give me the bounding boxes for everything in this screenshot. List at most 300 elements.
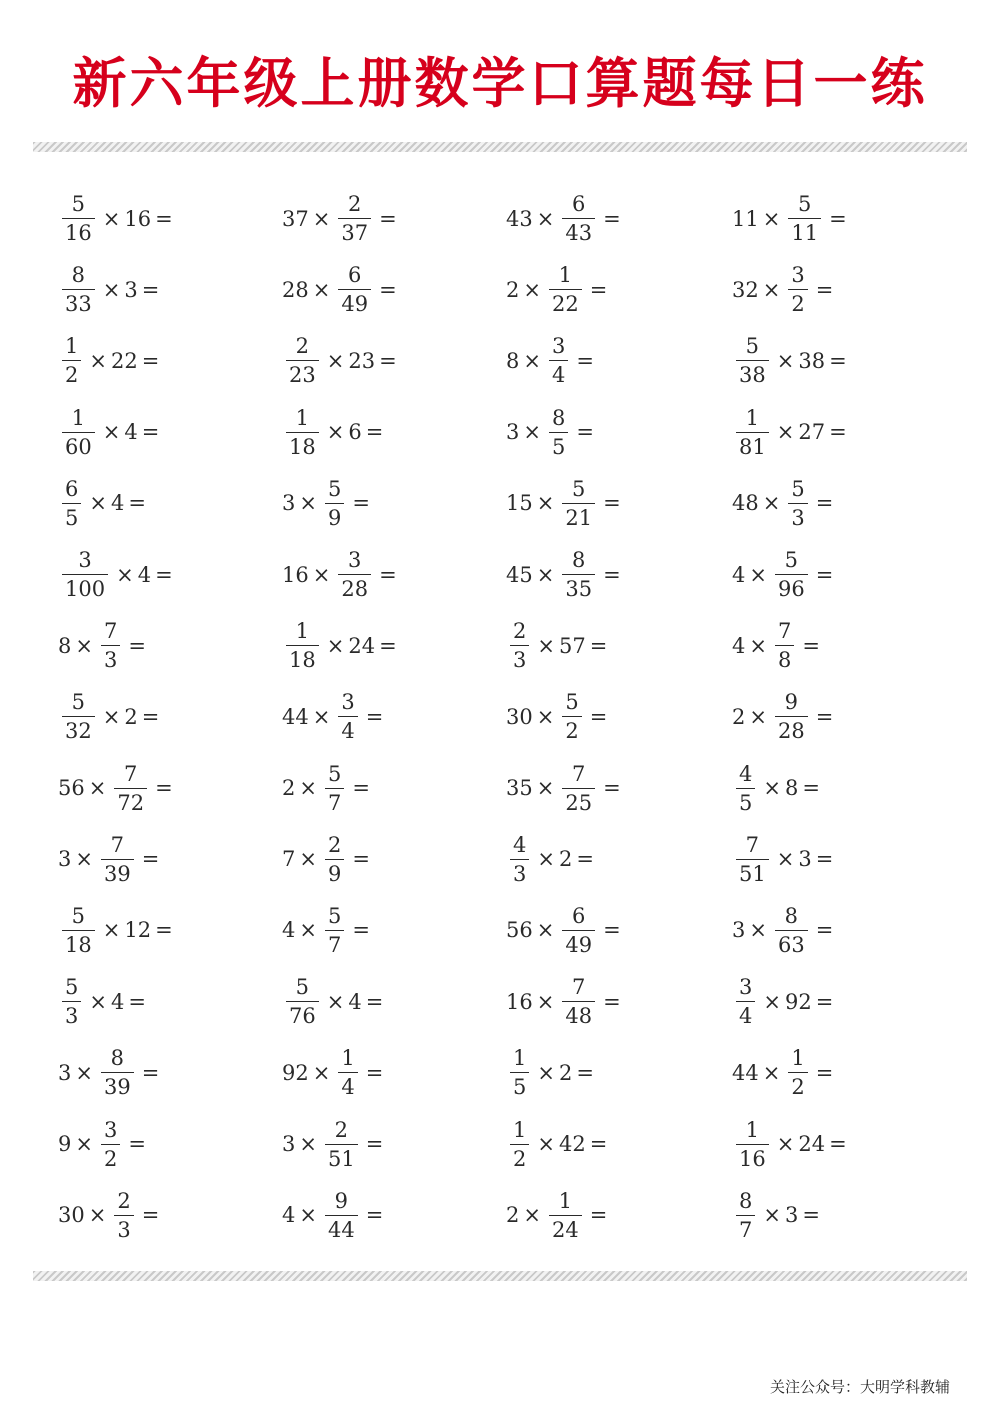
fraction bbox=[788, 477, 807, 530]
whole-number: 2 bbox=[558, 847, 573, 872]
problem-item bbox=[58, 895, 282, 966]
equals-sign: = bbox=[829, 1132, 847, 1157]
numerator: 5 bbox=[71, 690, 86, 715]
whole-number: 4 bbox=[282, 918, 296, 943]
equals-sign: = bbox=[141, 704, 160, 729]
times-sign: × bbox=[312, 704, 331, 729]
numerator: 1 bbox=[295, 619, 310, 644]
equals-sign: = bbox=[815, 989, 834, 1014]
equals-sign: = bbox=[365, 420, 384, 445]
numerator: 5 bbox=[295, 975, 310, 1000]
equals-sign: = bbox=[352, 776, 370, 801]
denominator: 22 bbox=[549, 289, 582, 316]
equals-sign: = bbox=[379, 277, 397, 302]
denominator: 18 bbox=[286, 645, 319, 672]
page-title: 新六年级上册数学口算题每日一练 bbox=[72, 51, 928, 115]
times-sign: × bbox=[299, 847, 317, 872]
denominator: 7 bbox=[736, 1215, 755, 1242]
numerator: 8 bbox=[110, 1046, 125, 1071]
numerator: 2 bbox=[295, 334, 310, 359]
numerator: 8 bbox=[71, 263, 86, 288]
times-sign: × bbox=[762, 491, 781, 516]
fraction bbox=[562, 548, 595, 601]
times-sign: × bbox=[523, 420, 541, 445]
fraction bbox=[62, 192, 95, 245]
denominator: 5 bbox=[62, 503, 81, 530]
numerator: 1 bbox=[558, 263, 573, 288]
equals-sign: = bbox=[829, 348, 847, 373]
times-sign: × bbox=[75, 1060, 93, 1085]
problem-item bbox=[732, 254, 958, 325]
numerator: 4 bbox=[513, 832, 527, 857]
whole-number: 3 bbox=[732, 918, 746, 943]
denominator: 24 bbox=[549, 1215, 582, 1242]
fraction bbox=[325, 1189, 358, 1242]
problem-item bbox=[58, 539, 282, 610]
equals-sign: = bbox=[365, 1060, 384, 1085]
denominator: 38 bbox=[736, 360, 769, 387]
equals-sign: = bbox=[141, 847, 160, 872]
times-sign: × bbox=[312, 277, 331, 302]
problem-item bbox=[506, 1180, 732, 1251]
fraction bbox=[510, 833, 529, 886]
numerator: 7 bbox=[110, 832, 125, 857]
problem-item bbox=[732, 183, 958, 254]
problem-item bbox=[506, 895, 732, 966]
equals-sign: = bbox=[576, 847, 594, 872]
numerator: 3 bbox=[739, 975, 753, 1000]
times-sign: × bbox=[776, 420, 795, 445]
equals-sign: = bbox=[141, 277, 160, 302]
denominator: 32 bbox=[62, 716, 95, 743]
fraction bbox=[788, 263, 807, 316]
problem-item bbox=[506, 753, 732, 824]
equals-sign: = bbox=[155, 918, 173, 943]
times-sign: × bbox=[326, 633, 345, 658]
whole-number: 3 bbox=[282, 1132, 296, 1157]
problem-item bbox=[282, 966, 506, 1037]
denominator: 16 bbox=[736, 1144, 769, 1171]
times-sign: × bbox=[299, 1132, 317, 1157]
whole-number: 11 bbox=[732, 206, 759, 231]
problem-item bbox=[282, 183, 506, 254]
fraction bbox=[549, 334, 568, 387]
numerator: 8 bbox=[551, 405, 566, 430]
times-sign: × bbox=[749, 918, 767, 943]
times-sign: × bbox=[312, 562, 331, 587]
fraction bbox=[736, 1118, 769, 1171]
whole-number: 3 bbox=[798, 847, 812, 872]
whole-number: 15 bbox=[506, 491, 533, 516]
whole-number: 3 bbox=[124, 277, 138, 302]
problem-item bbox=[506, 325, 732, 396]
problem-item bbox=[282, 1037, 506, 1108]
fraction bbox=[62, 975, 81, 1028]
times-sign: × bbox=[102, 918, 121, 943]
problem-item bbox=[58, 397, 282, 468]
fraction bbox=[286, 406, 319, 459]
numerator: 3 bbox=[551, 334, 566, 359]
whole-number: 48 bbox=[732, 491, 759, 516]
equals-sign: = bbox=[128, 989, 146, 1014]
times-sign: × bbox=[102, 420, 121, 445]
equals-sign: = bbox=[815, 704, 834, 729]
numerator: 2 bbox=[117, 1188, 131, 1213]
fraction bbox=[562, 477, 595, 530]
equals-sign: = bbox=[603, 562, 621, 587]
numerator: 5 bbox=[65, 975, 79, 1000]
fraction bbox=[325, 762, 344, 815]
equals-sign: = bbox=[379, 562, 397, 587]
denominator: 48 bbox=[562, 1001, 595, 1028]
times-sign: × bbox=[523, 277, 541, 302]
denominator: 33 bbox=[62, 289, 95, 316]
fraction bbox=[549, 1189, 582, 1242]
fraction bbox=[62, 904, 95, 957]
fraction bbox=[62, 406, 95, 459]
denominator: 100 bbox=[62, 574, 108, 601]
equals-sign: = bbox=[128, 1132, 146, 1157]
fraction bbox=[775, 690, 808, 743]
whole-number: 92 bbox=[282, 1060, 309, 1085]
whole-number: 16 bbox=[282, 562, 309, 587]
fraction bbox=[325, 1118, 358, 1171]
whole-number: 3 bbox=[58, 1060, 72, 1085]
denominator: 81 bbox=[736, 432, 769, 459]
fraction bbox=[338, 690, 357, 743]
fraction bbox=[736, 833, 769, 886]
fraction bbox=[510, 1046, 529, 1099]
fraction bbox=[114, 762, 147, 815]
denominator: 76 bbox=[286, 1001, 319, 1028]
equals-sign: = bbox=[815, 847, 834, 872]
equals-sign: = bbox=[802, 1203, 820, 1228]
fraction bbox=[562, 975, 595, 1028]
whole-number: 38 bbox=[798, 348, 826, 373]
equals-sign: = bbox=[603, 491, 621, 516]
numerator: 3 bbox=[103, 1117, 118, 1142]
denominator: 18 bbox=[62, 930, 95, 957]
problem-item bbox=[732, 895, 958, 966]
times-sign: × bbox=[523, 348, 541, 373]
equals-sign: = bbox=[802, 776, 820, 801]
problem-item bbox=[506, 539, 732, 610]
numerator: 2 bbox=[348, 192, 362, 217]
fraction bbox=[562, 690, 581, 743]
fraction bbox=[510, 1118, 529, 1171]
whole-number: 2 bbox=[558, 1060, 573, 1085]
problem-item bbox=[282, 610, 506, 681]
numerator: 8 bbox=[739, 1188, 753, 1213]
problem-item bbox=[732, 753, 958, 824]
fraction bbox=[325, 904, 344, 957]
equals-sign: = bbox=[352, 491, 370, 516]
denominator: 5 bbox=[549, 432, 568, 459]
problem-item bbox=[282, 681, 506, 752]
problem-item bbox=[506, 681, 732, 752]
whole-number: 4 bbox=[137, 562, 152, 587]
numerator: 3 bbox=[348, 548, 362, 573]
denominator: 96 bbox=[775, 574, 808, 601]
whole-number: 2 bbox=[506, 1203, 520, 1228]
whole-number: 42 bbox=[558, 1132, 586, 1157]
fraction bbox=[101, 833, 134, 886]
fraction bbox=[736, 406, 769, 459]
problem-item bbox=[282, 895, 506, 966]
equals-sign: = bbox=[815, 918, 834, 943]
problem-item bbox=[506, 1108, 732, 1179]
denominator: 39 bbox=[101, 859, 134, 886]
problem-item bbox=[58, 468, 282, 539]
numerator: 1 bbox=[513, 1046, 527, 1071]
numerator: 9 bbox=[334, 1188, 349, 1213]
denominator: 39 bbox=[101, 1072, 134, 1099]
equals-sign: = bbox=[365, 989, 384, 1014]
fraction bbox=[62, 334, 81, 387]
times-sign: × bbox=[536, 562, 555, 587]
denominator: 7 bbox=[325, 788, 344, 815]
times-sign: × bbox=[75, 847, 93, 872]
times-sign: × bbox=[299, 776, 317, 801]
whole-number: 24 bbox=[348, 633, 376, 658]
fraction bbox=[562, 192, 595, 245]
times-sign: × bbox=[312, 206, 331, 231]
numerator: 2 bbox=[327, 832, 342, 857]
times-sign: × bbox=[89, 491, 107, 516]
equals-sign: = bbox=[155, 562, 173, 587]
equals-sign: = bbox=[352, 918, 370, 943]
equals-sign: = bbox=[576, 348, 594, 373]
numerator: 7 bbox=[124, 761, 138, 786]
times-sign: × bbox=[763, 1203, 781, 1228]
denominator: 2 bbox=[562, 716, 581, 743]
whole-number: 3 bbox=[784, 1203, 799, 1228]
problem-item bbox=[282, 539, 506, 610]
fraction bbox=[325, 833, 344, 886]
numerator: 7 bbox=[745, 832, 760, 857]
denominator: 5 bbox=[736, 788, 755, 815]
equals-sign: = bbox=[128, 491, 146, 516]
numerator: 6 bbox=[572, 903, 586, 928]
problem-item bbox=[282, 397, 506, 468]
problem-item bbox=[732, 539, 958, 610]
denominator: 9 bbox=[325, 503, 344, 530]
whole-number: 27 bbox=[798, 420, 826, 445]
equals-sign: = bbox=[155, 206, 173, 231]
whole-number: 3 bbox=[506, 420, 520, 445]
whole-number: 9 bbox=[58, 1132, 72, 1157]
whole-number: 16 bbox=[124, 206, 152, 231]
equals-sign: = bbox=[589, 704, 608, 729]
denominator: 3 bbox=[114, 1215, 133, 1242]
problem-item bbox=[732, 325, 958, 396]
denominator: 35 bbox=[562, 574, 595, 601]
fraction bbox=[775, 904, 808, 957]
numerator: 7 bbox=[572, 975, 586, 1000]
denominator: 3 bbox=[101, 645, 120, 672]
whole-number: 37 bbox=[282, 206, 309, 231]
problem-item bbox=[732, 1037, 958, 1108]
fraction bbox=[62, 548, 108, 601]
problem-item bbox=[732, 824, 958, 895]
whole-number: 56 bbox=[58, 776, 85, 801]
numerator: 5 bbox=[327, 903, 342, 928]
equals-sign: = bbox=[155, 776, 173, 801]
times-sign: × bbox=[299, 918, 317, 943]
whole-number: 35 bbox=[506, 776, 533, 801]
whole-number: 4 bbox=[732, 633, 746, 658]
denominator: 2 bbox=[788, 1072, 807, 1099]
whole-number: 4 bbox=[110, 989, 125, 1014]
numerator: 5 bbox=[784, 548, 799, 573]
whole-number: 44 bbox=[732, 1060, 759, 1085]
denominator: 2 bbox=[510, 1144, 529, 1171]
times-sign: × bbox=[537, 633, 555, 658]
numerator: 1 bbox=[341, 1046, 355, 1071]
fraction bbox=[101, 1118, 120, 1171]
times-sign: × bbox=[776, 348, 795, 373]
whole-number: 4 bbox=[124, 420, 138, 445]
whole-number: 4 bbox=[110, 491, 125, 516]
times-sign: × bbox=[749, 562, 767, 587]
whole-number: 8 bbox=[506, 348, 520, 373]
whole-number: 24 bbox=[798, 1132, 826, 1157]
denominator: 3 bbox=[510, 645, 529, 672]
fraction bbox=[338, 263, 371, 316]
problem-item bbox=[506, 966, 732, 1037]
equals-sign: = bbox=[128, 633, 146, 658]
problem-item bbox=[732, 681, 958, 752]
problem-item bbox=[58, 1037, 282, 1108]
whole-number: 3 bbox=[58, 847, 72, 872]
numerator: 1 bbox=[558, 1188, 573, 1213]
fraction bbox=[562, 762, 595, 815]
equals-sign: = bbox=[589, 1203, 608, 1228]
whole-number: 7 bbox=[282, 847, 296, 872]
problem-item bbox=[732, 397, 958, 468]
problem-item bbox=[732, 468, 958, 539]
times-sign: × bbox=[537, 1060, 555, 1085]
times-sign: × bbox=[89, 989, 107, 1014]
problem-item bbox=[58, 824, 282, 895]
problem-item bbox=[506, 824, 732, 895]
numerator: 1 bbox=[513, 1117, 527, 1142]
whole-number: 4 bbox=[348, 989, 362, 1014]
equals-sign: = bbox=[141, 348, 160, 373]
whole-number: 30 bbox=[58, 1203, 85, 1228]
numerator: 7 bbox=[103, 619, 118, 644]
equals-sign: = bbox=[379, 348, 397, 373]
problem-item bbox=[58, 1180, 282, 1251]
equals-sign: = bbox=[829, 206, 847, 231]
equals-sign: = bbox=[603, 206, 621, 231]
denominator: 16 bbox=[62, 218, 95, 245]
denominator: 25 bbox=[562, 788, 595, 815]
whole-number: 4 bbox=[732, 562, 746, 587]
times-sign: × bbox=[762, 1060, 781, 1085]
problem-item bbox=[282, 1180, 506, 1251]
numerator: 3 bbox=[78, 548, 92, 573]
problem-item bbox=[282, 824, 506, 895]
problem-item bbox=[58, 610, 282, 681]
fraction bbox=[549, 263, 582, 316]
problem-item bbox=[58, 966, 282, 1037]
whole-number: 8 bbox=[58, 633, 72, 658]
equals-sign: = bbox=[141, 1060, 160, 1085]
times-sign: × bbox=[75, 633, 93, 658]
whole-number: 32 bbox=[732, 277, 759, 302]
numerator: 7 bbox=[572, 761, 586, 786]
denominator: 7 bbox=[325, 930, 344, 957]
problem-item bbox=[506, 610, 732, 681]
times-sign: × bbox=[75, 1132, 93, 1157]
problem-item bbox=[506, 1037, 732, 1108]
fraction bbox=[338, 192, 371, 245]
denominator: 51 bbox=[736, 859, 769, 886]
equals-sign: = bbox=[352, 847, 370, 872]
times-sign: × bbox=[88, 1203, 107, 1228]
numerator: 5 bbox=[327, 761, 342, 786]
equals-sign: = bbox=[365, 1132, 384, 1157]
numerator: 8 bbox=[784, 903, 799, 928]
numerator: 9 bbox=[784, 690, 799, 715]
whole-number: 3 bbox=[282, 491, 296, 516]
denominator: 23 bbox=[286, 360, 319, 387]
fraction bbox=[338, 548, 371, 601]
problem-item bbox=[58, 753, 282, 824]
denominator: 72 bbox=[114, 788, 147, 815]
numerator: 5 bbox=[71, 903, 86, 928]
numerator: 7 bbox=[777, 619, 792, 644]
problem-item bbox=[282, 1108, 506, 1179]
whole-number: 2 bbox=[506, 277, 520, 302]
numerator: 5 bbox=[791, 476, 805, 501]
denominator: 4 bbox=[736, 1001, 755, 1028]
denominator: 43 bbox=[562, 218, 595, 245]
fraction bbox=[510, 619, 529, 672]
problem-grid bbox=[58, 183, 958, 1251]
whole-number: 30 bbox=[506, 704, 533, 729]
whole-number: 16 bbox=[506, 989, 533, 1014]
denominator: 3 bbox=[62, 1001, 81, 1028]
times-sign: × bbox=[536, 491, 555, 516]
times-sign: × bbox=[299, 491, 317, 516]
fraction bbox=[101, 1046, 134, 1099]
equals-sign: = bbox=[589, 277, 608, 302]
denominator: 4 bbox=[549, 360, 568, 387]
whole-number: 92 bbox=[784, 989, 812, 1014]
equals-sign: = bbox=[365, 704, 384, 729]
whole-number: 4 bbox=[282, 1203, 296, 1228]
denominator: 11 bbox=[788, 218, 821, 245]
equals-sign: = bbox=[603, 776, 621, 801]
denominator: 21 bbox=[562, 503, 595, 530]
numerator: 1 bbox=[745, 405, 760, 430]
problem-item bbox=[506, 397, 732, 468]
problem-item bbox=[58, 681, 282, 752]
problem-item bbox=[282, 254, 506, 325]
equals-sign: = bbox=[815, 277, 834, 302]
problem-item bbox=[58, 254, 282, 325]
times-sign: × bbox=[299, 1203, 317, 1228]
numerator: 1 bbox=[71, 405, 86, 430]
equals-sign: = bbox=[141, 420, 160, 445]
whole-number: 45 bbox=[506, 562, 533, 587]
denominator: 49 bbox=[338, 289, 371, 316]
whole-number: 23 bbox=[348, 348, 376, 373]
denominator: 3 bbox=[788, 503, 807, 530]
fraction bbox=[62, 477, 81, 530]
